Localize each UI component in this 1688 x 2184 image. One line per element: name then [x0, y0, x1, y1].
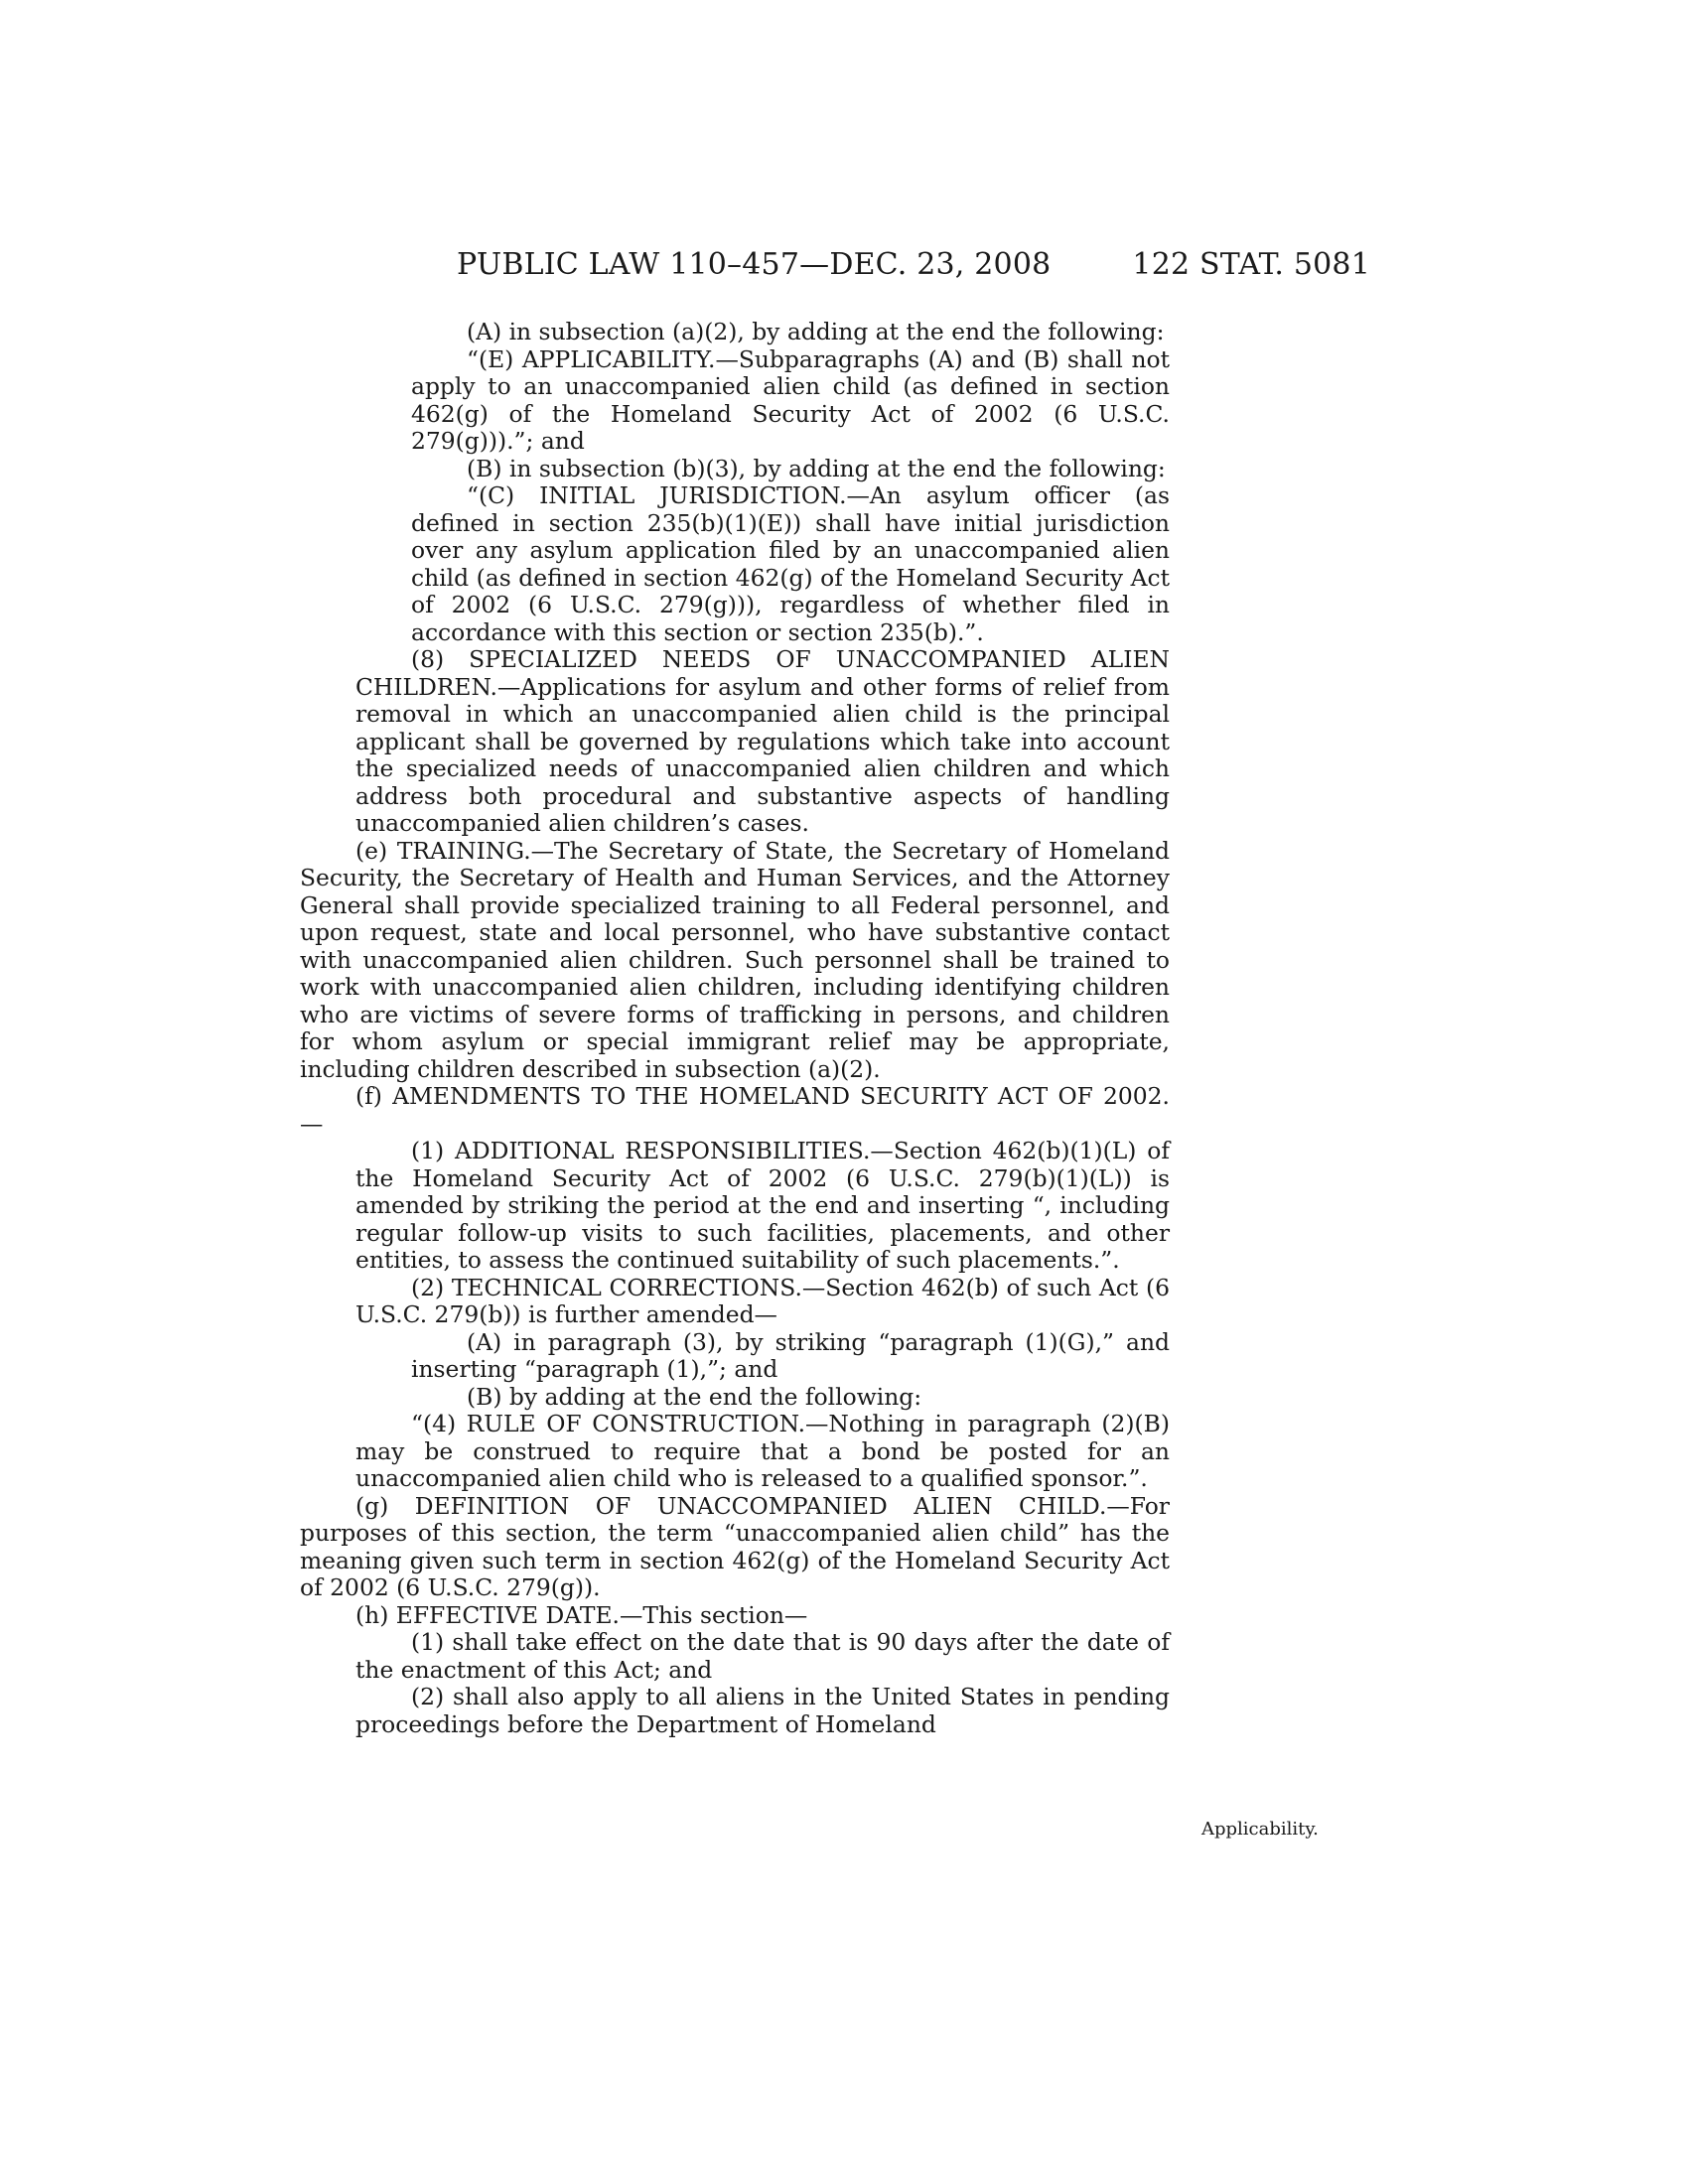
paragraph-4-rule-of-construction: “(4) RULE OF CONSTRUCTION.—Nothing in paragraph (2)(B) may be construed to require that a bond be posted for an unaccompanied alien child who is released to a qualified sponsor.”. — [355, 1410, 1170, 1492]
paragraph-2-technical-corrections: (2) TECHNICAL CORRECTIONS.—Section 462(b) of such Act (6 U.S.C. 279(b)) is further amended— — [355, 1273, 1170, 1328]
page-header — [457, 245, 1370, 285]
stat-page-number: 122 STAT. 5081 — [1132, 247, 1370, 282]
paragraph-8-specialized-needs: (8) SPECIALIZED NEEDS OF UNACCOMPANIED ALIEN CHILDREN.—Applications for asylum and other forms of relief from removal in which an unaccompanied alien child is the principal applicant shall be governed by regulations which take into account the specialized needs of unaccompanied alien children and which address both procedural and substantive aspects of handling unaccompanied alien children’s cases. — [355, 645, 1170, 837]
public-law-title: PUBLIC LAW 110–457—DEC. 23, 2008 — [457, 247, 1052, 282]
paragraph-h-1: (1) shall take effect on the date that is 90 days after the date of the enactment of this Act; and — [355, 1628, 1170, 1684]
body-text — [300, 319, 1170, 1738]
paragraph-1-additional-responsibilities: (1) ADDITIONAL RESPONSIBILITIES.—Section 462(b)(1)(L) of the Homeland Security Act of 2002 (6 U.S.C. 279(b)(1)(L)) is amended by striking the period at the end and inserting “, including regular follow-up visits to such facilities, placements, and other entities, to assess the continued suitability of such placements.”. — [355, 1137, 1170, 1274]
paragraph-f-amendments: (f) AMENDMENTS TO THE HOMELAND SECURITY ACT OF 2002.— — [300, 1082, 1170, 1138]
paragraph-c-initial-jurisdiction: “(C) INITIAL JURISDICTION.—An asylum officer (as defined in section 235(b)(1)(E)) shall have initial jurisdiction over any asylum application filed by an unaccompanied alien child (as defined in section 462(g) of the Homeland Security Act of 2002 (6 U.S.C. 279(g))), regardless of whether filed in accordance with this section or section 235(b).”. — [411, 481, 1170, 646]
paragraph-a-paragraph-3: (A) in paragraph (3), by striking “paragraph (1)(G),” and inserting “paragraph (1),”; and — [411, 1327, 1170, 1383]
paragraph-e-training: (e) TRAINING.—The Secretary of State, the Secretary of Homeland Security, the Secretary of Health and Human Services, and the Attorney General shall provide specialized training to all Federal personnel, and upon request, state and local personnel, who have substantive contact with unaccompanied alien children. Such personnel shall be trained to work with unaccompanied alien children, including identifying children who are victims of severe forms of trafficking in persons, and children for whom asylum or special immigrant relief may be appropriate, including children described in subsection (a)(2). — [300, 836, 1170, 1083]
paragraph-b-subsection: (B) in subsection (b)(3), by adding at the end the following: — [467, 454, 1166, 482]
paragraph-e-applicability: “(E) APPLICABILITY.—Subparagraphs (A) and (B) shall not apply to an unaccompanied alien child (as defined in section 462(g) of the Homeland Security Act of 2002 (6 U.S.C. 279(g))).”; and — [411, 344, 1170, 455]
paragraph-g-definition: (g) DEFINITION OF UNACCOMPANIED ALIEN CHILD.—For purposes of this section, the term “unaccompanied alien child” has the meaning given such term in section 462(g) of the Homeland Security Act of 2002 (6 U.S.C. 279(g)). — [300, 1491, 1170, 1601]
paragraph-h-2: (2) shall also apply to all aliens in the United States in pending proceedings before the Department of Homeland — [355, 1683, 1170, 1738]
paragraph-h-effective-date: (h) EFFECTIVE DATE.—This section— — [355, 1600, 808, 1629]
margin-note-applicability: Applicability. — [1201, 1819, 1319, 1840]
paragraph-b-adding: (B) by adding at the end the following: — [467, 1382, 922, 1411]
paragraph-a-subsection: (A) in subsection (a)(2), by adding at the end the following: — [467, 318, 1165, 345]
